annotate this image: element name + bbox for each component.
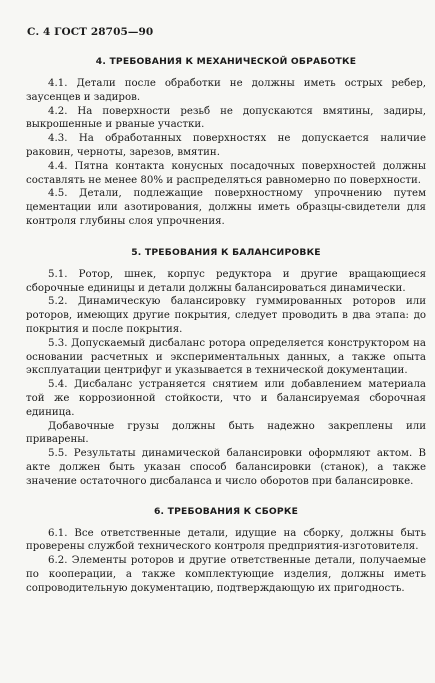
document-body [26,38,426,596]
section-4 [26,56,426,229]
paragraph-5-4-addendum: Добавочные грузы должны быть надежно закреплены или приварены. [26,420,426,446]
section-5 [26,247,426,489]
paragraph-5-5: 5.5. Результаты динамической балансировки оформляют актом. В акте должен быть указан способ балансировки (станок), а также значение остаточного дисбаланса и число оборотов при балансировке. [26,448,426,487]
paragraph-5-3: 5.3. Допускаемый дисбаланс ротора определяется конструктором на основании расчетных и экспериментальных данных, а также опыта эксплуатации центрифуг и указывается в технической документации. [26,337,426,377]
section-6 [26,506,426,596]
paragraph-4-4: 4.4. Пятна контакта конусных посадочных поверхностей должны составлять не менее 80% и распределяться равномерно по поверхности. [26,160,426,186]
page-header: С. 4 ГОСТ 28705—90 [27,26,154,38]
paragraph-4-3: 4.3. На обработанных поверхностях не допускается наличие раковин, черноты, зарезов, вмятин. [26,133,426,158]
paragraph-5-4: 5.4. Дисбаланс устраняется снятием или добавлением материала той же коррозионной стойкости, что и балансируемая сборочная единица. [26,379,426,418]
paragraph-6-2: 6.2. Элементы роторов и другие ответственные детали, получаемые по кооперации, а также комплектующие изделия, должны иметь сопроводительную документацию, подтверждающую их пригодность. [26,555,426,594]
paragraph-5-1: 5.1. Ротор, шнек, корпус редуктора и другие вращающиеся сборочные единицы и детали должны балансироваться динамически. [26,268,426,294]
paragraph-4-2: 4.2. На поверхности резьб не допускаются вмятины, задиры, выкрошенные и рваные участки. [26,105,426,131]
section-5-title: 5. ТРЕБОВАНИЯ К БАЛАНСИРОВКЕ [131,246,321,258]
section-6-title: 6. ТРЕБОВАНИЯ К СБОРКЕ [153,505,299,517]
paragraph-5-2: 5.2. Динамическую балансировку гуммированных роторов или роторов, имеющих другие покрытия, следует проводить в два этапа: до покрытия и после покрытия. [26,296,426,335]
paragraph-4-5: 4.5. Детали, подлежащие поверхностному упрочнению путем цементации или азотирования, должны иметь образцы-свидетели для контроля глубины слоя упрочнения. [26,188,426,227]
paragraph-4-1: 4.1. Детали после обработки не должны иметь острых ребер, заусенцев и задиров. [26,78,426,103]
paragraph-6-1: 6.1. Все ответственные детали, идущие на сборку, должны быть проверены службой технического контроля предприятия-изготовителя. [26,527,426,553]
section-4-title: 4. ТРЕБОВАНИЯ К МЕХАНИЧЕСКОЙ ОБРАБОТКЕ [95,56,357,67]
